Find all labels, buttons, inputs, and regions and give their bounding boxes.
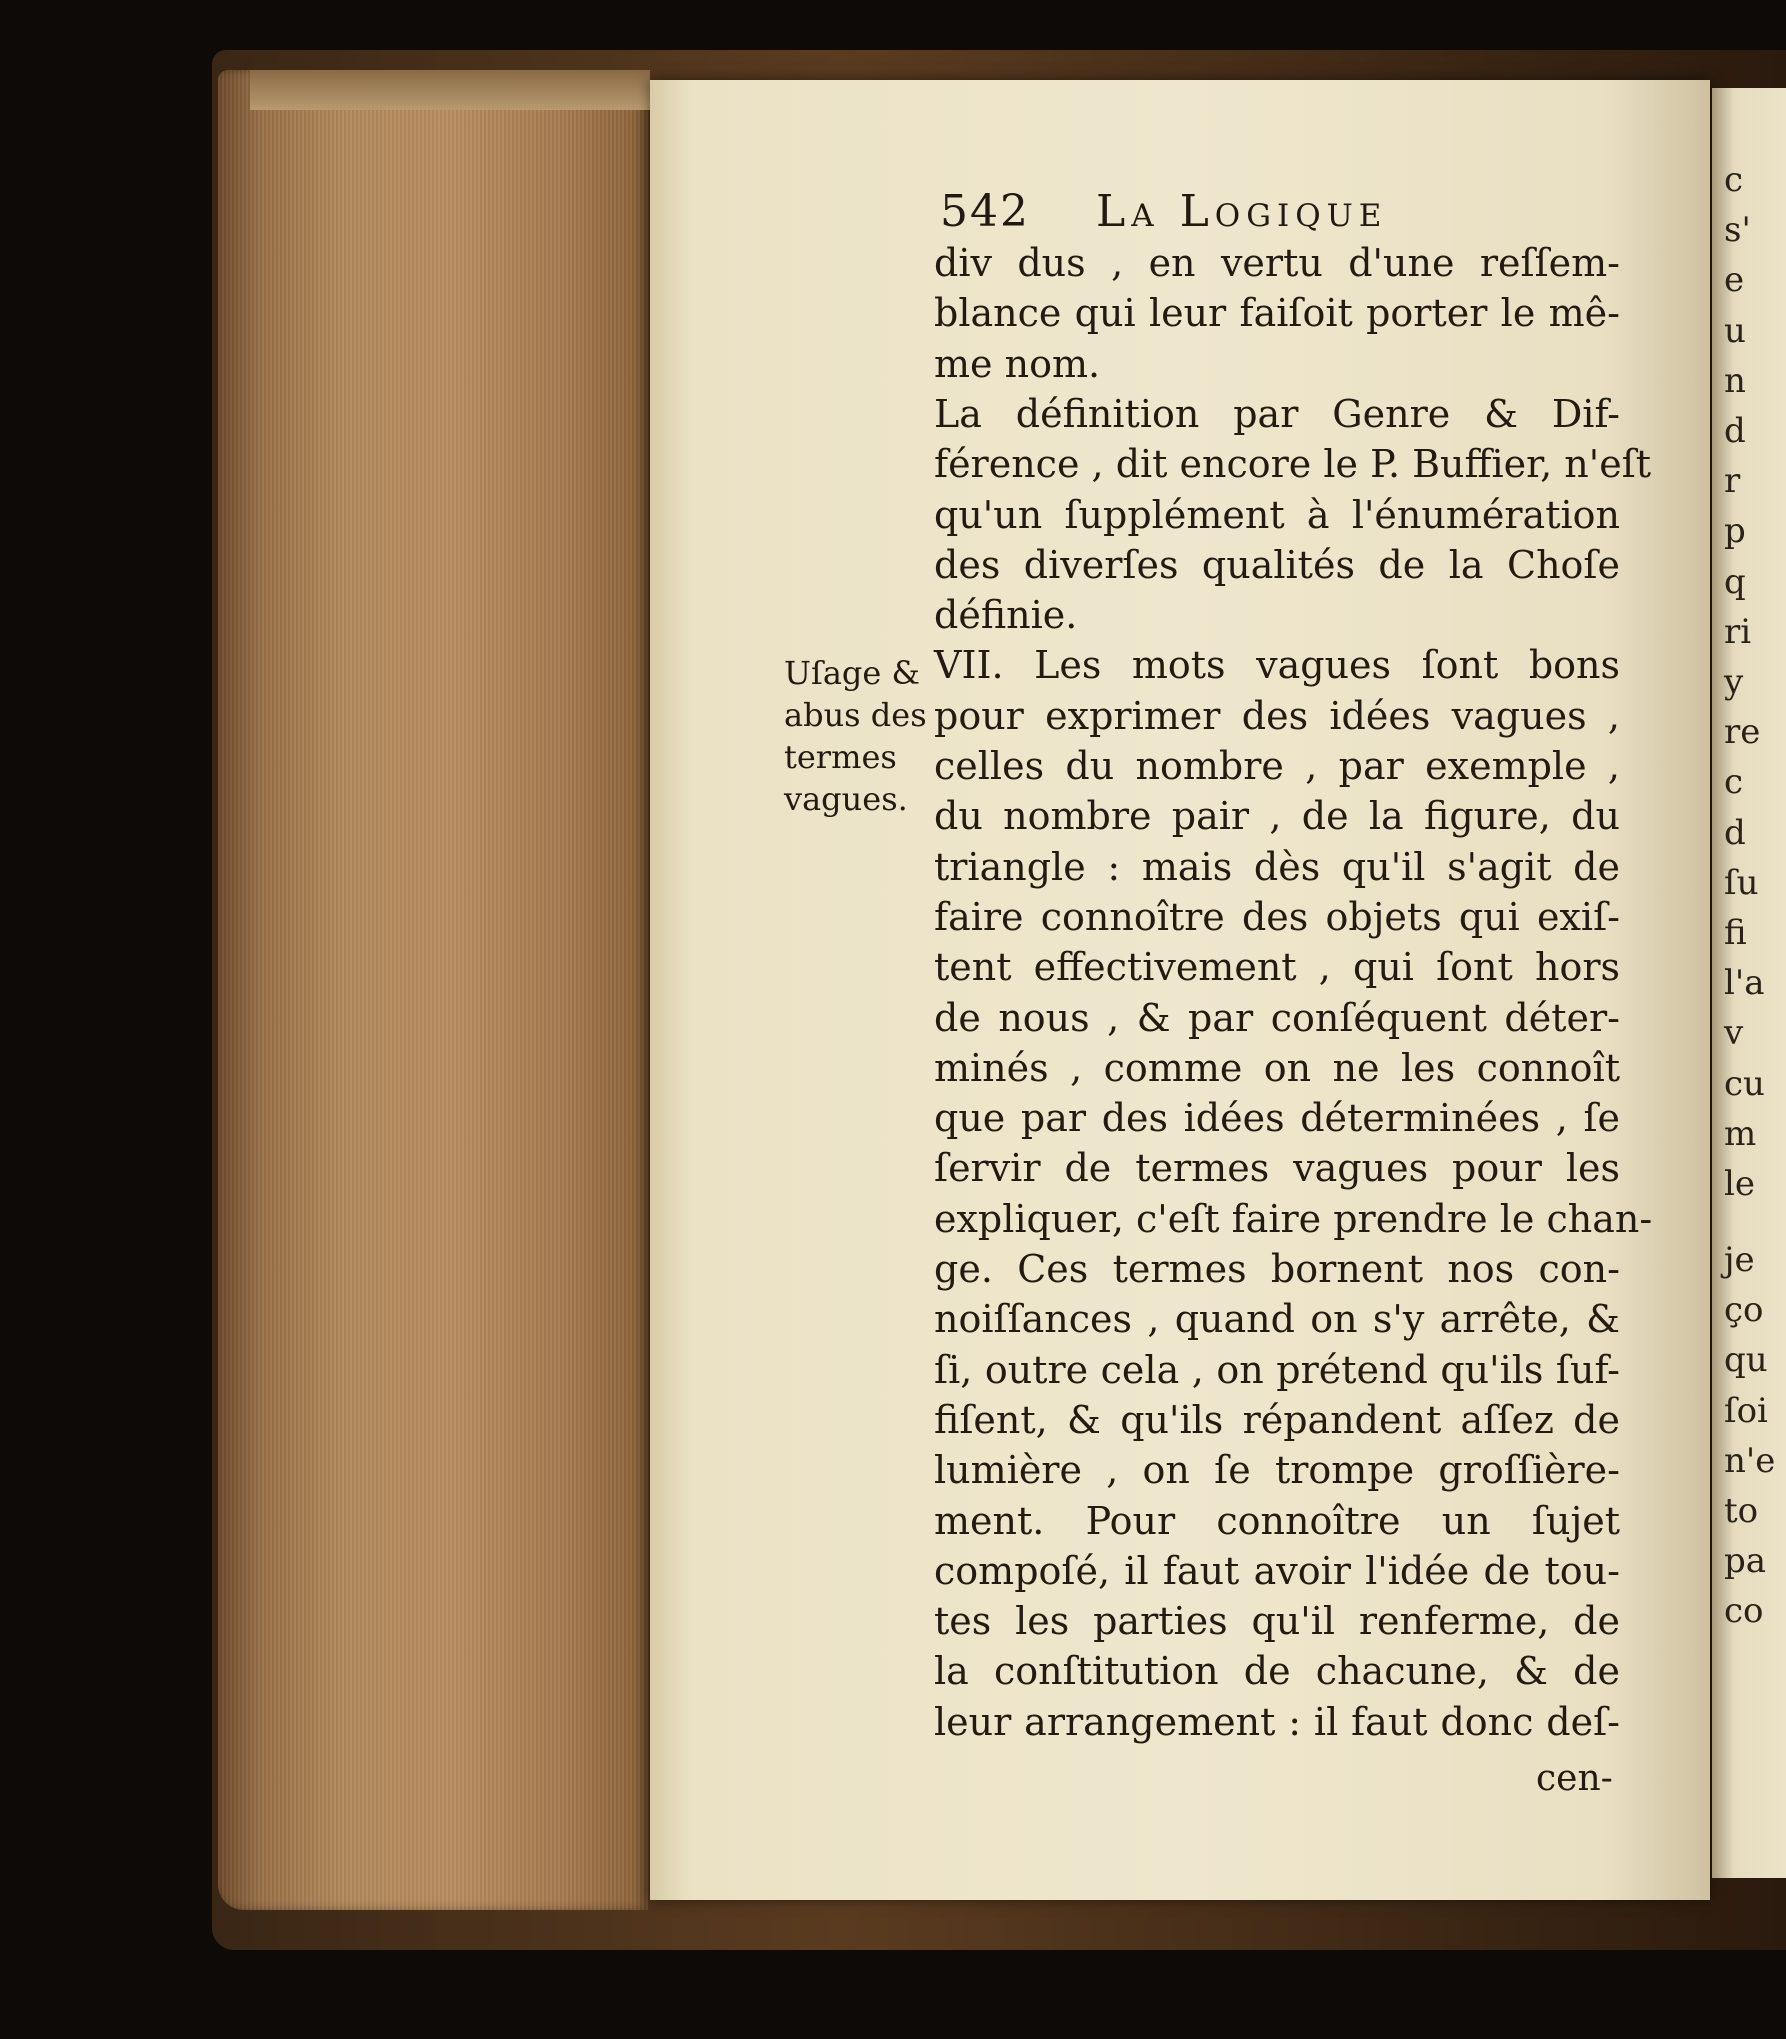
page-header [940,186,1387,237]
text-line: fiſent, & qu'ils répandent aſſez de [934,1397,1620,1442]
next-page-fragment: ſu [1724,862,1759,903]
text-line: que par des idées déterminées , ſe [934,1096,1620,1141]
next-page-fragment: le [1724,1164,1755,1204]
text-line: tent effectivement , qui ſont hors [934,945,1620,990]
margin-note-line: abus des [784,696,927,734]
next-page-fragment: p [1724,511,1746,552]
text-line: du nombre pair , de la figure, du [934,794,1620,839]
next-page-fragment: d [1724,812,1746,853]
next-page-fragment: v [1724,1013,1744,1054]
next-page-fragment: ſoi [1724,1390,1768,1431]
text-line: pour exprimer des idées vagues , [934,693,1620,738]
next-page-fragment: pa [1724,1541,1767,1582]
text-line: celles du nombre , par exemple , [934,744,1620,788]
next-page-fragment: m [1724,1113,1757,1154]
margin-note-line: vagues. [784,780,908,818]
margin-note-line: Uſage & [784,654,920,692]
text-line: qu'un ſupplément à l'énumération [934,492,1620,537]
text-line: faire connoître des objets qui exiſ- [934,894,1620,939]
text-line: triangle : mais dès qu'il s'agit de [934,844,1620,889]
text-line: tes les parties qu'il renferme, de [934,1599,1620,1644]
next-page-fragment: c [1724,762,1744,803]
next-page-fragment: ri [1724,611,1752,652]
next-page-fragment: l'a [1724,963,1765,1004]
text-line: ment. Pour connoître un ſujet [934,1498,1620,1543]
next-page-fragment: je [1724,1240,1755,1280]
next-page-fragment: r [1724,461,1741,502]
next-page-fragment: q [1724,561,1746,602]
text-line: expliquer, c'eſt faire prendre le chan- [934,1196,1653,1241]
text-line: compoſé, il faut avoir l'idée de tou- [934,1548,1620,1593]
text-line: des diverſes qualités de la Choſe [934,542,1620,587]
next-page-fragment: y [1724,662,1744,702]
next-page-fragment: cu [1724,1063,1765,1104]
page-number: 542 [940,186,1030,237]
next-page-fragment: ço [1724,1290,1764,1331]
text-line: leur arrangement : il faut donc deſ- [934,1699,1620,1744]
next-page-fragment: e [1724,260,1745,301]
next-page-edge [1712,88,1786,1878]
text-line: me nom. [934,341,1101,386]
running-title: La Logique [1095,186,1388,237]
text-line: minés , comme on ne les connoît [934,1045,1620,1090]
next-page-fragment: co [1724,1591,1764,1632]
text-line: de nous , & par conſéquent déter- [934,995,1620,1040]
next-page-fragment: s' [1724,210,1751,251]
next-page-fragment: to [1724,1491,1759,1531]
text-line: noiſſances , quand on s'y arrête, & [934,1297,1620,1342]
text-line: la conſtitution de chacune, & de [934,1649,1620,1694]
next-page-fragment: fi [1724,913,1747,953]
text-line: ſervir de termes vagues pour les [934,1146,1620,1191]
next-page-fragment: re [1724,712,1761,753]
next-page-fragment: qu [1724,1340,1768,1381]
text-line: La définition par Genre & Dif- [934,391,1620,436]
next-page-fragment: c [1724,160,1744,200]
text-line: VII. Les mots vagues ſont bons [934,643,1620,688]
text-line: blance qui leur faiſoit porter le mê- [934,291,1620,336]
text-line: lumière , on ſe trompe groſſière- [934,1448,1620,1493]
text-line: définie. [934,593,1078,638]
next-page-fragment: n'e [1724,1440,1776,1481]
next-page-fragment: u [1724,310,1746,351]
catchword: cen- [1536,1758,1613,1799]
text-line: ge. Ces termes bornent nos con- [934,1247,1620,1291]
next-page-fragment: n [1724,360,1746,401]
page-block-top-edge [250,70,650,110]
margin-note-line: termes [784,738,897,776]
next-page-fragment: d [1724,411,1746,451]
text-line: ſi, outre cela , on prétend qu'ils ſuf- [934,1347,1620,1392]
text-line: div dus , en vertu d'une reſſem- [934,241,1620,285]
page-block-fore-edge [218,70,648,1910]
text-line: férence , dit encore le P. Buffier, n'eſt [934,442,1652,487]
